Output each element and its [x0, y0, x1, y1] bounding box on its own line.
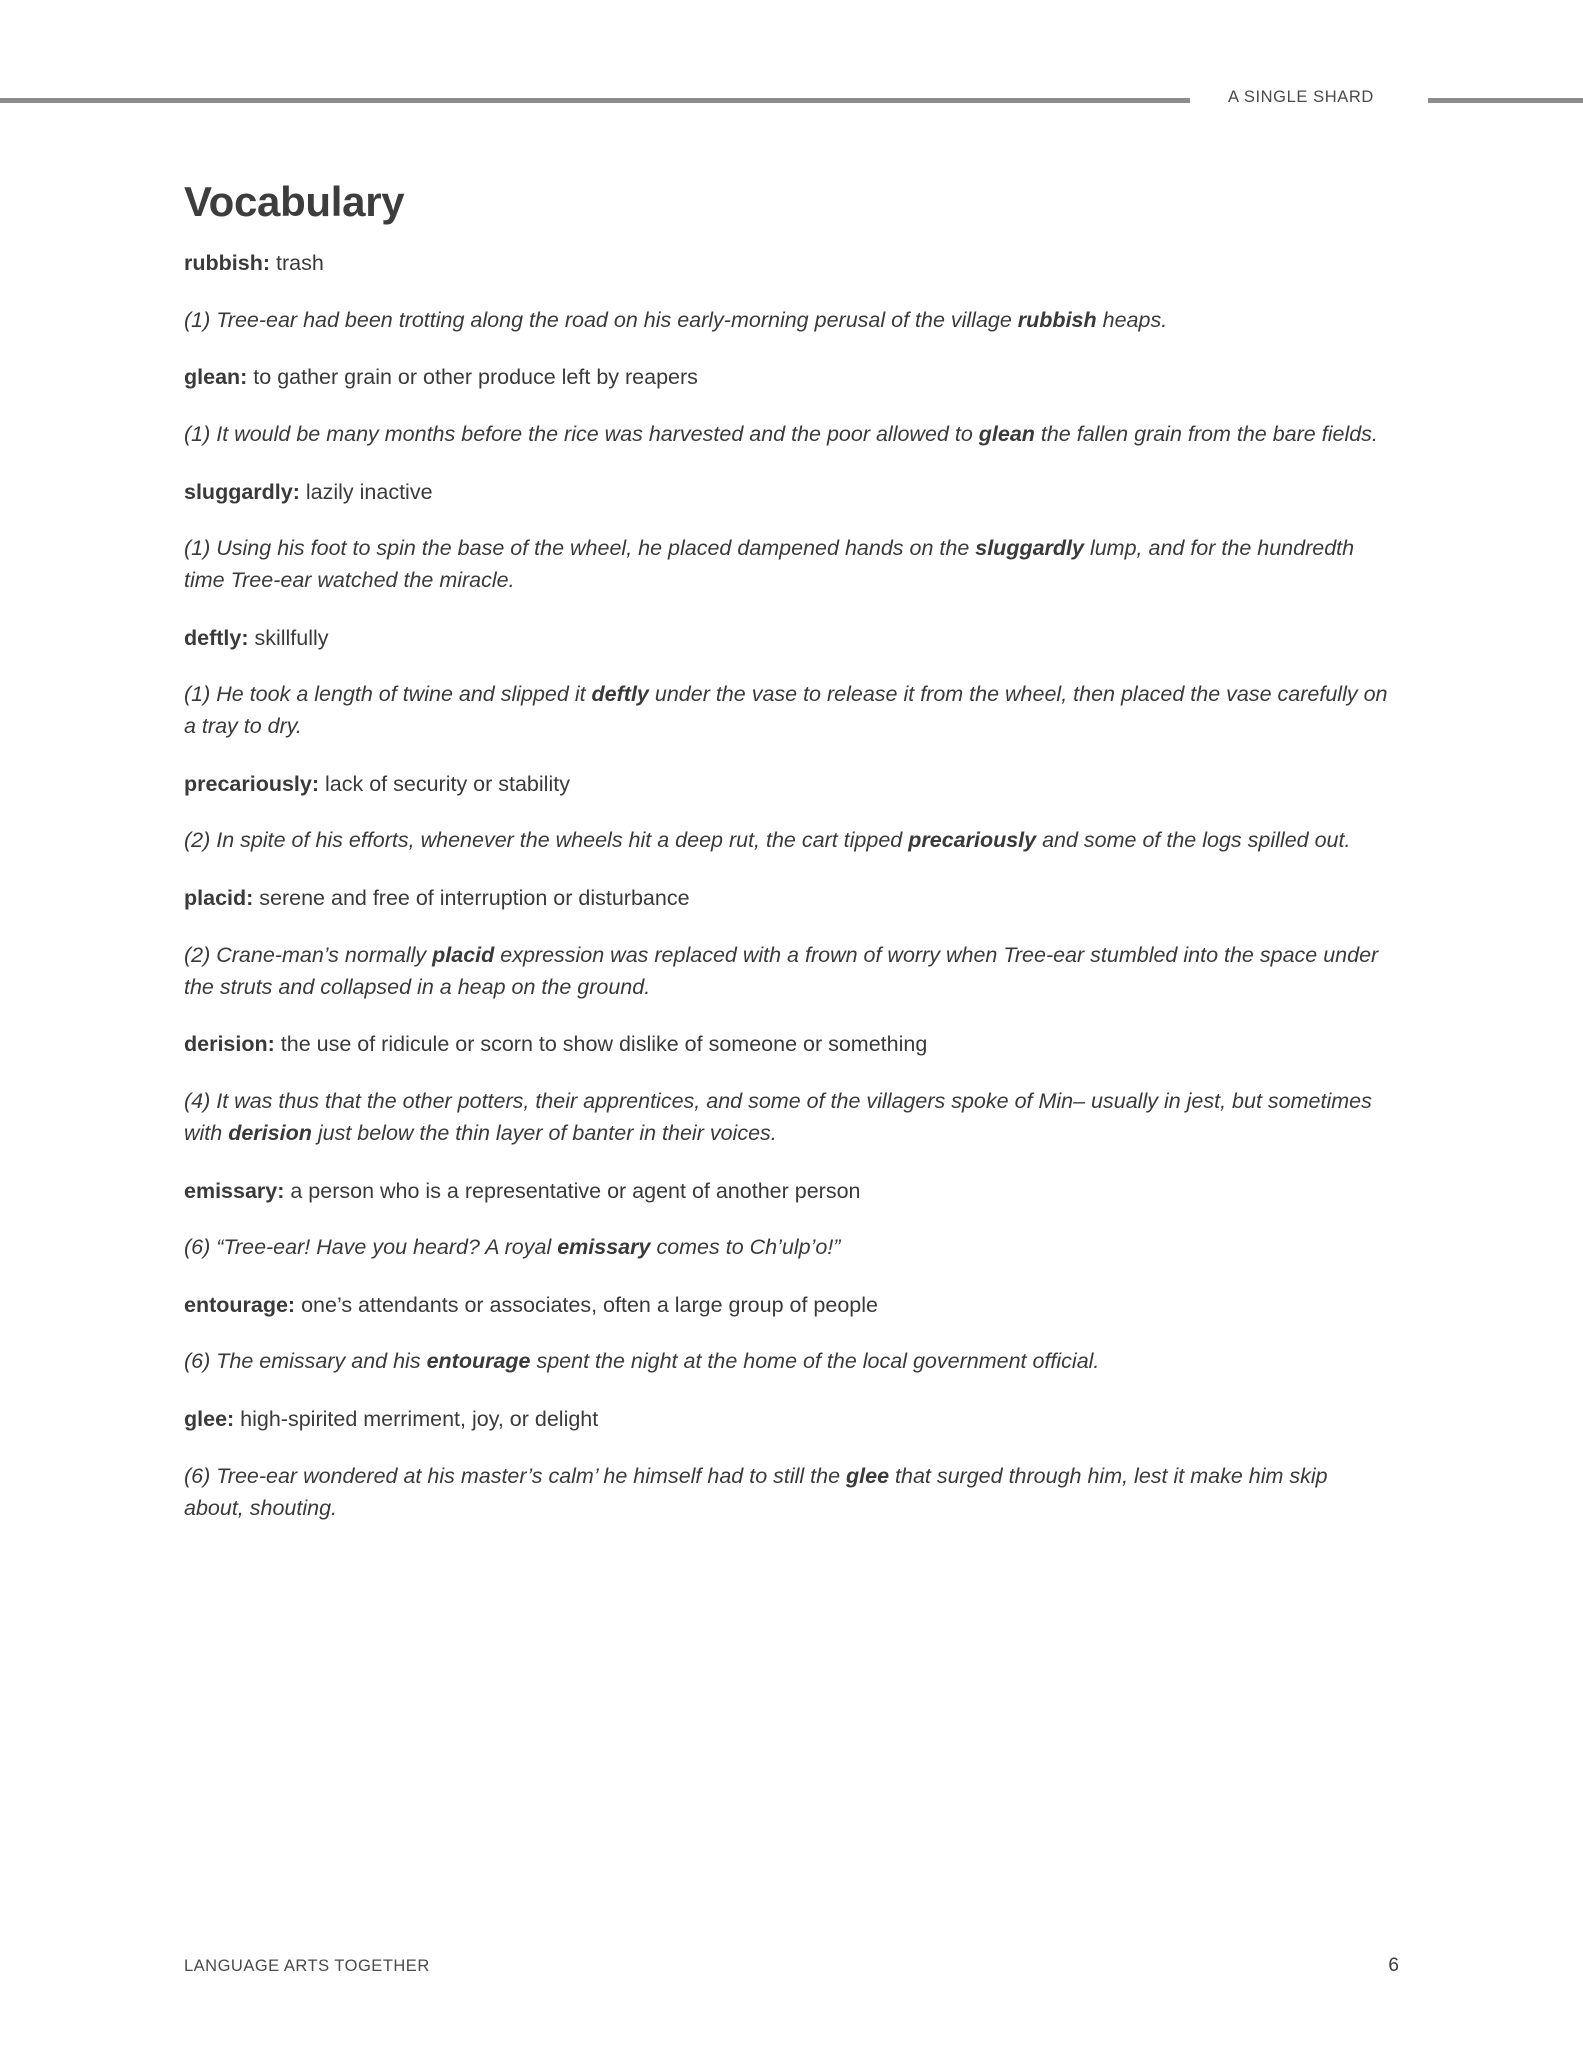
- example-highlighted-word: sluggardly: [975, 536, 1084, 561]
- vocabulary-example-sentence: [184, 419, 1389, 451]
- vocabulary-example-sentence: [184, 940, 1389, 1004]
- vocabulary-entry-list: [184, 248, 1389, 1524]
- vocabulary-example-sentence: [184, 825, 1389, 857]
- example-highlighted-word: placid: [432, 942, 495, 967]
- vocabulary-definition-text: lack of security or stability: [319, 771, 570, 796]
- vocabulary-term: derision:: [184, 1032, 275, 1057]
- vocabulary-term: entourage:: [184, 1292, 296, 1317]
- example-text-before: (6) “Tree-ear! Have you heard? A royal: [184, 1235, 558, 1260]
- example-text-after: heaps.: [1096, 307, 1168, 332]
- example-text-before: (1) Tree-ear had been trotting along the road on his early-morning perusal of the village: [184, 307, 1018, 332]
- vocabulary-definition-text: skillfully: [248, 625, 329, 650]
- footer-page-number: 6: [1388, 1955, 1399, 1976]
- vocabulary-term: rubbish:: [184, 251, 270, 275]
- vocabulary-definition: [184, 362, 1389, 393]
- vocabulary-example-sentence: [184, 533, 1389, 597]
- example-highlighted-word: glean: [978, 421, 1035, 446]
- vocabulary-definition-text: serene and free of interruption or disturbance: [253, 886, 690, 911]
- page-header: [0, 88, 1583, 112]
- example-text-before: (4) It was thus that the other potters, their apprentices, and some of the villagers spoke of Min– usually in jest, but sometimes with: [184, 1088, 1372, 1145]
- example-text-before: (1) He took a length of twine and slipped it: [184, 682, 592, 707]
- example-text-after: comes to Ch’ulp’o!”: [650, 1235, 841, 1260]
- vocabulary-term: emissary:: [184, 1178, 285, 1203]
- vocabulary-definition: [184, 248, 1389, 279]
- example-text-after: spent the night at the home of the local government official.: [530, 1349, 1100, 1374]
- vocabulary-definition: [184, 477, 1389, 508]
- vocabulary-definition: [184, 883, 1389, 914]
- vocabulary-entry: [184, 623, 1389, 743]
- vocabulary-entry: [184, 769, 1389, 857]
- vocabulary-term: glee:: [184, 1407, 235, 1432]
- vocabulary-example-sentence: [184, 1461, 1389, 1525]
- vocabulary-entry: [184, 362, 1389, 450]
- vocabulary-term: glean:: [184, 365, 248, 390]
- vocabulary-definition: [184, 1290, 1389, 1321]
- example-text-after: expression was replaced with a frown of worry when Tree-ear stumbled into the space under the struts and collapsed in a heap on the ground.: [184, 942, 1379, 999]
- example-text-after: just below the thin layer of banter in their voices.: [311, 1120, 777, 1145]
- vocabulary-example-sentence: [184, 305, 1389, 337]
- vocabulary-term: deftly:: [184, 625, 249, 650]
- vocabulary-definition: [184, 623, 1389, 654]
- example-text-before: (2) Crane-man’s normally: [184, 942, 433, 967]
- vocabulary-definition: [184, 1404, 1389, 1435]
- header-title: A SINGLE SHARD: [1228, 88, 1374, 106]
- vocabulary-example-sentence: [184, 1346, 1389, 1378]
- example-highlighted-word: deftly: [591, 682, 649, 707]
- example-highlighted-word: precariously: [908, 828, 1037, 853]
- vocabulary-entry: [184, 1290, 1389, 1378]
- page-title: Vocabulary: [184, 178, 405, 225]
- vocabulary-definition-text: to gather grain or other produce left by reapers: [247, 365, 698, 390]
- vocabulary-definition: [184, 769, 1389, 800]
- vocabulary-definition-text: trash: [270, 251, 324, 275]
- header-rule-right: [1428, 98, 1583, 103]
- vocabulary-term: placid:: [184, 886, 254, 911]
- vocabulary-term: sluggardly:: [184, 479, 300, 504]
- vocabulary-entry: [184, 1029, 1389, 1149]
- vocabulary-definition: [184, 1029, 1389, 1060]
- header-rule-left: [0, 98, 1190, 103]
- vocabulary-definition-text: lazily inactive: [299, 479, 433, 504]
- vocabulary-definition: [184, 1176, 1389, 1207]
- vocabulary-entry: [184, 248, 1389, 336]
- example-highlighted-word: emissary: [557, 1235, 651, 1260]
- vocabulary-entry: [184, 1404, 1389, 1524]
- example-text-before: (6) Tree-ear wondered at his master’s calm’ he himself had to still the: [184, 1463, 847, 1488]
- example-highlighted-word: glee: [846, 1463, 890, 1488]
- vocabulary-term: precariously:: [184, 771, 320, 796]
- vocabulary-definition-text: high-spirited merriment, joy, or delight: [234, 1407, 599, 1432]
- example-text-after: and some of the logs spilled out.: [1036, 828, 1351, 853]
- example-highlighted-word: rubbish: [1017, 307, 1097, 332]
- vocabulary-entry: [184, 477, 1389, 597]
- example-text-before: (1) Using his foot to spin the base of the wheel, he placed dampened hands on the: [184, 536, 976, 561]
- example-highlighted-word: entourage: [426, 1349, 531, 1374]
- footer-source-label: LANGUAGE ARTS TOGETHER: [184, 1957, 430, 1975]
- vocabulary-example-sentence: [184, 1232, 1389, 1264]
- example-text-after: the fallen grain from the bare fields.: [1034, 421, 1378, 446]
- vocabulary-example-sentence: [184, 679, 1389, 743]
- example-text-before: (1) It would be many months before the rice was harvested and the poor allowed to: [184, 421, 979, 446]
- example-text-before: (6) The emissary and his: [184, 1349, 427, 1374]
- page-content: [184, 178, 1389, 1550]
- vocabulary-entry: [184, 883, 1389, 1003]
- page-footer: [184, 1955, 1399, 1977]
- example-text-before: (2) In spite of his efforts, whenever the wheels hit a deep rut, the cart tipped: [184, 828, 909, 853]
- example-highlighted-word: derision: [228, 1120, 312, 1145]
- vocabulary-definition-text: the use of ridicule or scorn to show dislike of someone or something: [274, 1032, 928, 1057]
- example-text-after: under the vase to release it from the wheel, then placed the vase carefully on a tray to dry.: [184, 682, 1388, 739]
- vocabulary-entry: [184, 1176, 1389, 1264]
- vocabulary-definition-text: one’s attendants or associates, often a large group of people: [295, 1292, 878, 1317]
- example-text-after: that surged through him, lest it make him skip about, shouting.: [184, 1463, 1328, 1520]
- example-text-after: lump, and for the hundredth time Tree-ear watched the miracle.: [184, 536, 1355, 592]
- vocabulary-definition-text: a person who is a representative or agent of another person: [284, 1178, 861, 1203]
- vocabulary-example-sentence: [184, 1086, 1389, 1150]
